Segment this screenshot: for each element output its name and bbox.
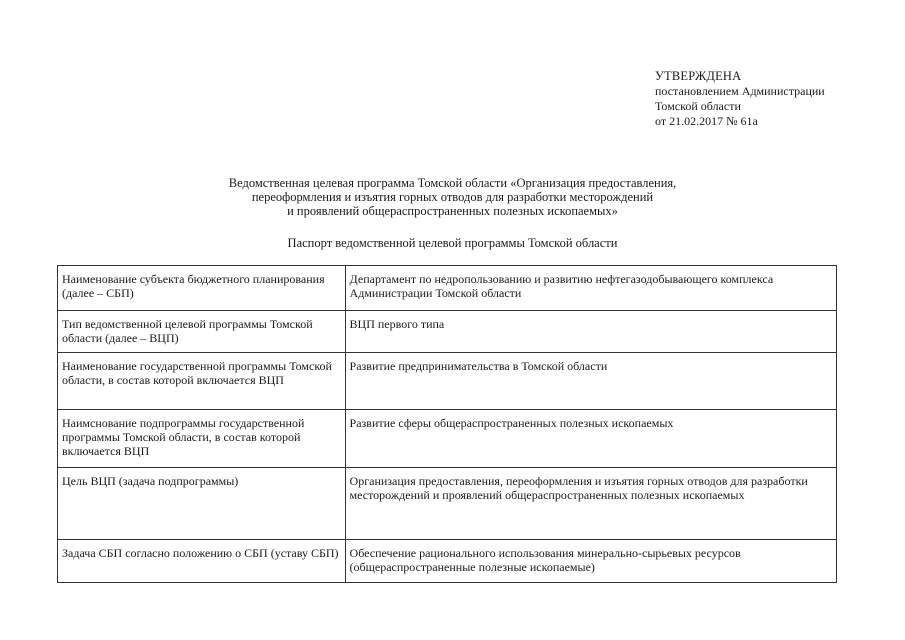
row-value: Организация предоставления, переоформления и изъятия горных отводов для разработки месторождений и проявлений общераспространенных полезных ископаемых [345, 468, 836, 540]
row-label: Тип ведомственной целевой программы Томской области (далее – ВЦП) [58, 311, 346, 353]
row-value: Развитие предпринимательства в Томской области [345, 353, 836, 410]
row-label: Наименование субъекта бюджетного планирования (далее – СБП) [58, 266, 346, 311]
passport-table [57, 265, 837, 583]
approval-line-2: Томской области [655, 99, 741, 113]
row-value: Развитие сферы общераспространенных полезных ископаемых [345, 410, 836, 468]
program-title-line-1: Ведомственная целевая программа Томской области «Организация предоставления, [228, 176, 677, 190]
row-value: Департамент по недропользованию и развитию нефтегазодобывающего комплекса Администрации Томской области [345, 266, 836, 311]
table-row [58, 410, 837, 468]
approval-line-1: постановлением Администрации [655, 84, 825, 98]
table-row [58, 311, 837, 353]
approval-line-3: от 21.02.2017 № 61а [655, 114, 758, 128]
program-title-line-2: переоформления и изъятия горных отводов для разработки месторождений [251, 190, 654, 204]
approval-heading: УТВЕРЖДЕНА [655, 69, 742, 83]
row-label: Задача СБП согласно положению о СБП (уставу СБП) [58, 540, 346, 583]
row-label: Наименование государственной программы Томской области, в состав которой включается ВЦП [58, 353, 346, 410]
table-row [58, 353, 837, 410]
row-label: Цель ВЦП (задача подпрограммы) [58, 468, 346, 540]
table-row [58, 266, 837, 311]
row-label: Наимснование подпрограммы государственной программы Томской области, в состав которой включается ВЦП [58, 410, 346, 468]
passport-title: Паспорт ведомственной целевой программы Томской области [287, 236, 618, 250]
table-row [58, 468, 837, 540]
program-title [0, 176, 905, 218]
row-value: Обеспечение рационального использования минерально-сырьевых ресурсов (общераспространенные полезные ископаемые) [345, 540, 836, 583]
row-value: ВЦП первого типа [345, 311, 836, 353]
table-row [58, 540, 837, 583]
program-title-line-3: и проявлений общераспространенных полезных ископаемых» [287, 204, 618, 218]
approval-block [655, 69, 825, 129]
